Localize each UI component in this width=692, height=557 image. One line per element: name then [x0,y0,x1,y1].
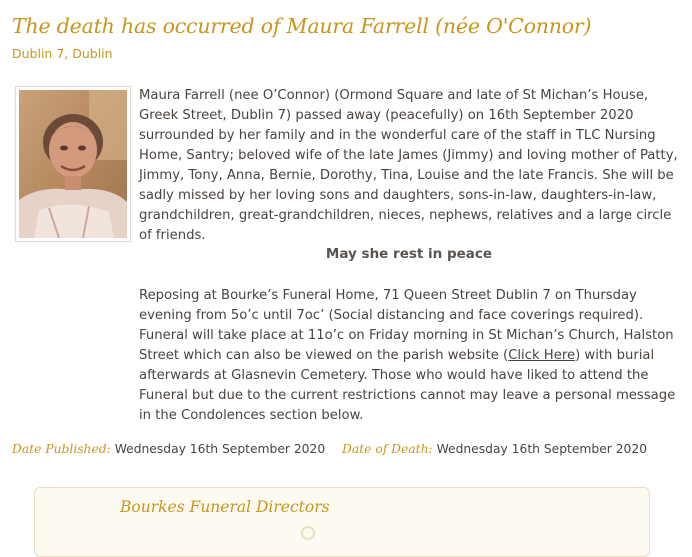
date-published-label: Date Published: [12,442,111,456]
date-published [12,442,325,456]
burial-text: ) with burial afterwards at Glasnevin Cemetery. Those who would have liked to attend the Funeral but due to the current restrictions cannot may leave a personal message in the Condolences section below. [139,348,676,423]
reposing-text: Reposing at Bourke’s Funeral Home, 71 Queen Street Dublin 7 on Thursday evening from 5o’c until 7oc’ (Social distancing and face coverings required). Funeral will take place at 11o’c on Friday morning in St Michan’s Church, Halston Street which can also be viewed on the parish website ( [139,288,674,363]
deceased-photo [15,86,131,242]
date-of-death [342,442,647,456]
date-of-death-label: Date of Death: [342,442,433,456]
notice-title: The death has occurred of Maura Farrell (née O'Connor) [12,14,592,38]
notice-paragraph-1: Maura Farrell (nee O’Connor) (Ormond Square and late of St Michan’s House, Greek Street, Dublin 7) passed away (peacefully) on 16th September 2020 surrounded by her family and in the wonderful care of the staff in TLC Nursing Home, Santry; beloved wife of the late James (Jimmy) and loving mother of Patty, Jimmy, Tony, Anna, Bernie, Dorothy, Tina, Louise and the late Francis. She will be sadly missed by her loving sons and daughters, sons-in-law, daughters-in-law, grandchildren, great-grandchildren, nieces, nephews, relatives and a large circle of friends. [139,88,678,243]
date-of-death-value: Wednesday 16th September 2020 [436,442,648,456]
parish-website-link[interactable]: Click Here [508,348,576,363]
funeral-director-name: Bourkes Funeral Directors [120,498,330,516]
date-published-value: Wednesday 16th September 2020 [114,442,326,456]
decorative-dot-icon [301,526,315,540]
notice-location: Dublin 7, Dublin [12,46,113,61]
rip-text: May she rest in peace [325,246,493,262]
notice-paragraph-2 [139,286,679,426]
portrait-image [19,90,127,238]
funeral-director-card [34,487,650,557]
